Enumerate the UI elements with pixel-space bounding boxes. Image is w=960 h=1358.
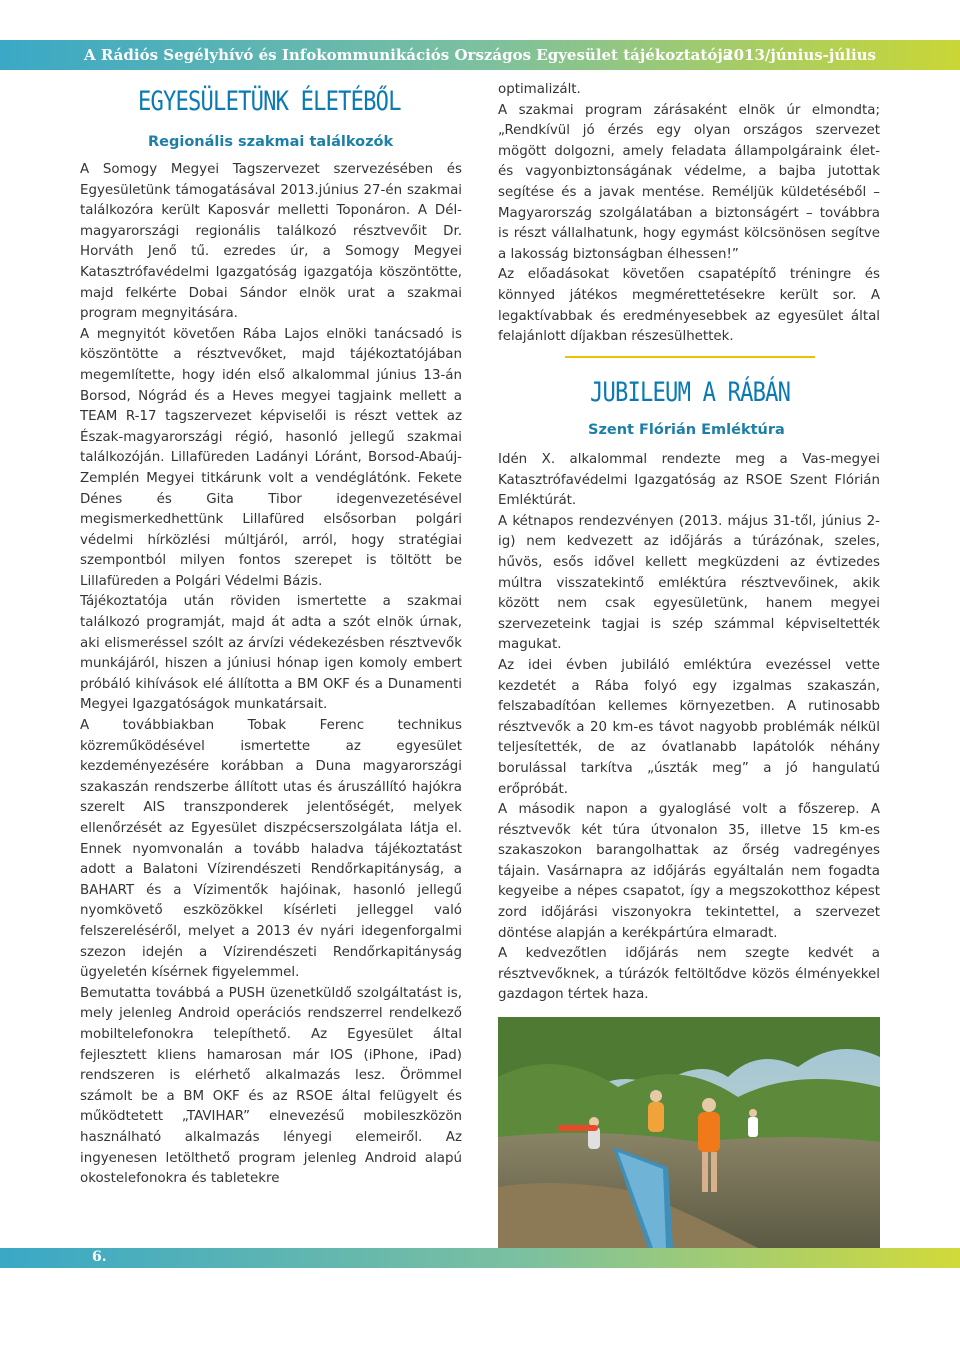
kayak-tour-photo xyxy=(498,1017,880,1248)
paragraph: A szakmai program zárásaként elnök úr elmondta; „Rendkívül jó érzés egy olyan országos szervezet mögött dolgozni, amely feladata állampolgáraink élet- és vagyonbiztonságának védelme, a bajba jutottak segítése és a javak mentése. Reméljük küldetéséből – Magyarország szolgálatában a biztonságért – továbbra is részt vállalhatunk, hogy egymást kölcsönösen segítve a lakosság biztonságban élhessen!” xyxy=(498,102,880,262)
paragraph: optimalizált. xyxy=(498,82,581,97)
page-number-bar xyxy=(0,1248,960,1268)
publication-title: A Rádiós Segélyhívó és Infokommunikációs Országos Egyesület tájékoztatója xyxy=(84,46,733,64)
issue-date: 2013/június-július xyxy=(723,46,876,64)
section-title-left: EGYESÜLETÜNK ÉLETÉBŐL xyxy=(138,86,401,117)
paragraph: A továbbiakban Tobak Ferenc technikus közreműködésével ismertette az egyesület kezdeményezésére korábban a Duna magyarországi szakaszán rendszerbe állított utas és áruszállító hajókra szerelt AIS transzponderek jelentőségét, melyek ellenőrzését az Egyesület diszpécserszolgálata látja el. Ennek nyomvonalán a tovább haladva tájékoztatást adott a Balatoni Vízirendészeti Rendőrkapitányság, a BAHART és a Vízimentők hajóinak, hasonló jellegű nyomkövető eszközökkel kísérleti jelleggel való felszereléséről, melyet a 2013 év nyári idegenforgalmi szezon idején a Vízirendészeti Rendőrkapitányság ügyeletén kísérnek figyelemmel. xyxy=(80,718,462,981)
paragraph: Bemutatta továbbá a PUSH üzenetküldő szolgáltatást is, mely jelenleg Android operációs rendszerrel rendelkező mobiltelefonokra telepíthető. Az Egyesület által fejlesztett kliens hamarosan már IOS (iPhone, iPad) rendszeren is elérhető alkalmazás lesz. Örömmel számolt be a BM OKF és az RSOE által felügyelt és működtetett „TAVIHAR” elnevezésű mobileszközön használható alkalmazás lényegi elemeiről. Az ingyenesen letölthető program jelenleg Android alapú okostelefonokra és tabletekre xyxy=(80,985,462,1187)
photo-illustration xyxy=(498,1017,880,1248)
article-right-body xyxy=(498,450,880,1006)
paragraph: A kedvezőtlen időjárás nem szegte kedvét a résztvevőknek, a túrázók feltöltődve közös élményekkel gazdagon tértek haza. xyxy=(498,946,880,1003)
paragraph: Az előadásokat követően csapatépítő tréningre és könnyed játékos megmérettetésekre került sor. A legaktívabbak és eredményesebbek az egyesület által felajánlott díjakban részesülhettek. xyxy=(498,267,880,345)
article-left-continued xyxy=(498,80,880,348)
paragraph: A második napon a gyaloglásé volt a főszerep. A résztvevők két túra útvonalon 35, illetve 15 km-es szakaszokon barangolhattak az őrség vadregényes tájain. Vasárnapra az időjárás egyáltalán nem fogadta kegyeibe a népes csapatot, így a megszokotthoz képest zord időjárási viszonyokra tekintettel, a szervezet döntése alapján a kerékpártúra elmaradt. xyxy=(498,802,880,941)
paragraph: A megnyitót követően Rába Lajos elnöki tanácsadó is köszöntötte a résztvevőket, majd tájékoztatójában megemlítette, hogy idén első alkalommal június 13-án Borsod, Nógrád és a Heves megyei tagjaink mellett a TEAM R-17 tagszervezet képviselői is részt vettek az Észak-magyarországi régió, hasonló jellegű szakmai találkozóján. Lillafüreden Ladányi Lóránt, Borsod-Abaúj-Zemplén Megyei titkárunk volt a vendéglátónk. Fekete Dénes és Gita Tibor idegenvezetésével megismerkedhettünk Lillafüred elsősorban polgári védelmi hírközlési múltjáról, arról, hogy stratégiai szempontból milyen fontos szerepet is töltött be Lillafüreden a Polgári Védelmi Bázis. xyxy=(80,326,462,589)
paragraph: Idén X. alkalommal rendezte meg a Vas-megyei Katasztrófavédelmi Igazgatóság az RSOE Szent Flórián Emléktúrát. xyxy=(498,452,880,509)
article-left-body xyxy=(80,160,462,1190)
paragraph: Tájékoztatója után röviden ismertette a szakmai találkozó programját, majd át adta a szót elnök úrnak, aki elismeréssel szólt az árvízi védekezésben résztvevők munkájáról, hiszen a júniusi hónap igen komoly embert próbáló kihívások elé állította a BM OKF és a Dunamenti Megyei Igazgatóságok munkatársait. xyxy=(80,594,462,713)
page-number: 6. xyxy=(92,1249,107,1265)
paragraph: A Somogy Megyei Tagszervezet szervezésében és Egyesületünk támogatásával 2013.június 27-én szakmai találkozóra került Kaposvár melletti Toponáron. A Dél-magyarországi regionális találkozó résztvevőit Dr. Horváth Jenő tű. ezredes úr, a Somogy Megyei Katasztrófavédelmi Igazgatóság igazgatója köszöntötte, majd felkérte Dobai Sándor elnök urat a szakmai program megnyitására. xyxy=(80,162,462,322)
subtitle-left: Regionális szakmai találkozók xyxy=(148,134,394,150)
section-divider xyxy=(565,356,815,358)
subtitle-right: Szent Flórián Emléktúra xyxy=(588,422,785,438)
paragraph: Az idei évben jubiláló emléktúra evezéssel vette kezdetét a Rába folyó egy izgalmas szakaszán, felszabadítóan kellemes környezetben. A rutinosabb résztvevők a 20 km-es távot nagyobb problémák nélkül teljesítették, de az óvatlanabb lapátolók néhány borulással tarkítva „úszták meg” a jó hangulatú erőpróbát. xyxy=(498,657,880,797)
section-title-right: JUBILEUM A RÁBÁN xyxy=(590,377,791,408)
paragraph: A kétnapos rendezvényen (2013. május 31-től, június 2-ig) nem kedvezett az időjárás a túrázónak, szeles, hűvös, esős idővel kellett megküzdeni az évtizedes múltra visszatekintő emléktúra résztvevőinek, akik között nem csak egyesületünk, hanem megyei szervezeteink tagjai is szép számmal képviseltették magukat. xyxy=(498,513,880,653)
